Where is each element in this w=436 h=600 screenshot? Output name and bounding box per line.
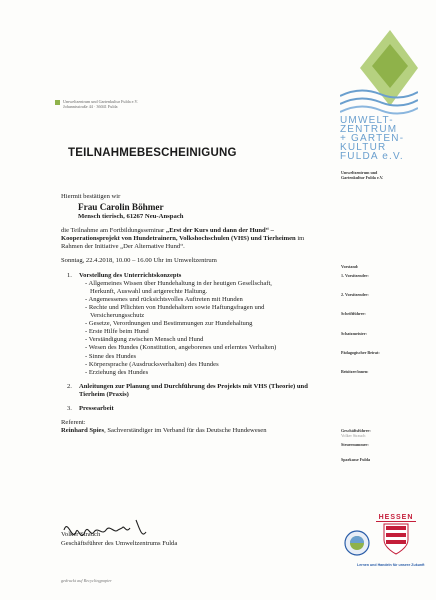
- list-item: - Gesetze, Verordnungen und Bestimmungen zur Hundehaltung: [85, 320, 253, 328]
- sidebar-label: Schatzmeister:: [341, 330, 367, 336]
- sidebar-value: Volker Strauch: [341, 432, 366, 438]
- section-2: [67, 383, 326, 399]
- list-item: - Allgemeines Wissen über Hundehaltung in der heutigen Gesellschaft,: [85, 279, 272, 287]
- referent-role: , Sachverständiger im Verband für das Deutsche Hundewesen: [104, 427, 267, 435]
- sidebar-label: Steuernummer:: [341, 442, 369, 448]
- sidebar-org-line: Gartenkultur Fulda e.V.: [341, 175, 384, 181]
- referent-label: Referent:: [61, 419, 86, 427]
- participant-address: Mensch tierisch, 61267 Neu-Anspach: [78, 213, 184, 221]
- date-line: Sonntag, 22.4.2018, 10.00 – 16.00 Uhr im Umweltzentrum: [61, 257, 217, 265]
- logo-text: [340, 116, 430, 161]
- list-item: - Sinne des Hundes: [85, 352, 137, 360]
- sidebar-label: 1. Vorsitzender:: [341, 273, 369, 279]
- list-item: Versicherungsschutz: [90, 312, 145, 320]
- section-number: 2.: [67, 382, 72, 390]
- section-1: [67, 272, 326, 377]
- seminar-paragraph: [61, 227, 326, 251]
- hessen-label: HESSEN: [376, 514, 416, 522]
- section-title: Anleitungen zur Planung und Durchführung des Projekts mit VHS (Theorie) und Tierheim (Praxis): [79, 382, 308, 398]
- referent-name: Reinhard Spies: [61, 427, 105, 435]
- list-item: - Erziehung des Hundes: [85, 368, 149, 376]
- sidebar-label: Vorstand:: [341, 264, 359, 270]
- sender-logo-icon: [55, 100, 60, 105]
- logo-line: FULDA e.V.: [340, 151, 404, 162]
- section-number: 3.: [67, 404, 72, 412]
- sender-line-2: Johannisstraße 44 · 36041 Fulda: [63, 104, 118, 110]
- list-item: - Wesen des Hundes (Konstitution, angeborenes und erlerntes Verhalten): [85, 344, 277, 352]
- participant-name: Frau Carolin Böhmer: [78, 202, 164, 213]
- logo-line: KULTUR: [340, 142, 387, 153]
- list-item: - Rechte und Pflichten von Hundehaltern sowie Haftungsfragen und: [85, 303, 265, 311]
- hessen-logo: [376, 514, 432, 562]
- sidebar-label: Sparkasse Fulda: [341, 457, 371, 463]
- signer-name: Volker Strauch: [61, 531, 101, 538]
- signature-block: [61, 531, 177, 548]
- logo-line: + GARTEN-: [340, 133, 405, 144]
- recycling-note: gedruckt auf Recyclingpapier: [61, 578, 112, 583]
- hessen-crest-icon: [376, 522, 416, 556]
- sender-address: [63, 99, 138, 110]
- seminar-text-after: im Rahmen der Initiative „Der Alternative Hund“.: [61, 235, 305, 251]
- section-number: 1.: [67, 271, 72, 279]
- section-items: [85, 280, 326, 377]
- seal-icon: [344, 530, 370, 556]
- slogan-text: Lernen und Handeln für unsere Zukunft: [357, 563, 425, 567]
- sidebar-org-line: Umweltzentrum und: [341, 170, 378, 175]
- seminar-title: „Erst der Kurs und dann der Hund“ – Kooperationsprojekt von Hundetrainern, Volkshochschulen (VHS) und Tierheimen: [61, 227, 296, 243]
- section-3: [67, 405, 326, 413]
- certificate-body: [61, 193, 326, 435]
- logo-line: UMWELT-: [340, 115, 394, 126]
- referent-line: [61, 427, 326, 435]
- list-item: - Erste Hilfe beim Hund: [85, 328, 149, 336]
- seminar-text-before: die Teilnahme am Fortbildungsseminar: [61, 227, 166, 235]
- sidebar-label: Beisitzer/innen:: [341, 368, 369, 374]
- document-title: TEILNAHMEBESCHEINIGUNG: [68, 147, 237, 159]
- sidebar-label: Schriftführer:: [341, 311, 366, 317]
- intro-text: Hiermit bestätigen wir: [61, 193, 121, 200]
- logo-line: ZENTRUM: [340, 124, 398, 135]
- sidebar-label: Geschäftsführer:: [341, 427, 371, 433]
- section-title: Vorstellung des Unterrichtskonzepts: [79, 271, 182, 279]
- sidebar-label: 2. Vorsitzender:: [341, 292, 369, 298]
- section-title: Pressearbeit: [79, 404, 114, 412]
- list-item: Herkunft, Auswahl und artgerechte Haltung.: [90, 287, 208, 295]
- list-item: - Angemessenes und rücksichtsvolles Auftreten mit Hunden: [85, 295, 243, 303]
- list-item: - Verständigung zwischen Mensch und Hund: [85, 336, 204, 344]
- list-item: - Körpersprache (Ausdrucksverhalten) des Hundes: [85, 360, 219, 368]
- sender-line-1: Umweltzentrum und Gartenkultur Fulda e.V.: [63, 99, 139, 104]
- sidebar-info: [341, 170, 431, 462]
- sidebar-label: Pädagogischer Beirat:: [341, 349, 380, 355]
- signer-role: Geschäftsführer des Umweltzentrums Fulda: [61, 539, 178, 547]
- umweltzentrum-logo-icon: [340, 8, 418, 124]
